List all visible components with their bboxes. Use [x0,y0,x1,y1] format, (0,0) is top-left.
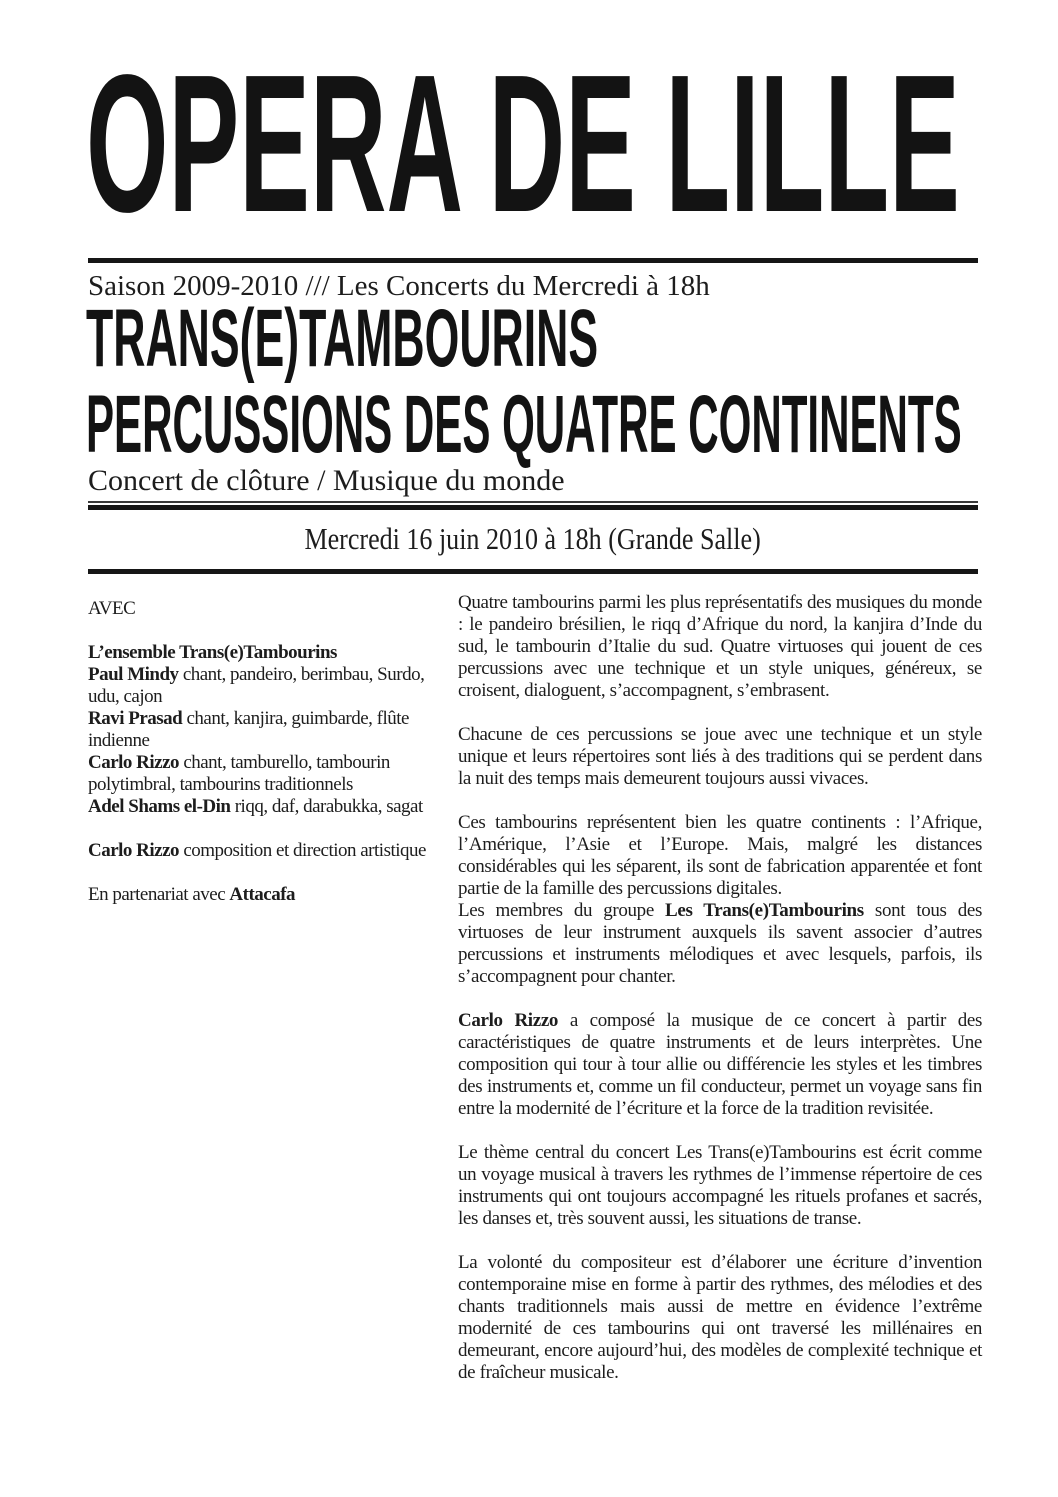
body-text: sont tous des virtuoses de leur instrument auxquels ils savent associer d’autres percussions et instruments mélodiques et avec lesquels, parfois, ils s’accompagnent pour chanter. [458,900,982,987]
performer-roles: chant, kanjira, guimbarde, flûte indienne [88,708,409,751]
body-text: Ces tambourins représentent bien les quatre continents : l’Afrique, l’Amérique, l’Asie et l’Europe. Mais, malgré les distances considérables qui les séparent, ils sont de fabrication apparentée et font partie de la famille des percussions digitales. [458,812,982,899]
credits-column [88,598,453,928]
concert-title-line2: PERCUSSIONS DES QUATRE CONTINENTS [86,379,962,470]
bottom-divider-rule [88,569,978,574]
direction-roles: composition et direction artistique [183,840,426,861]
concert-subtitle: Concert de clôture / Musique du monde [88,464,565,497]
description-paragraph [458,812,982,900]
bold-inline-text: Carlo Rizzo [458,1010,559,1031]
ensemble-name [88,642,453,664]
performer-line [88,752,453,796]
ensemble-name-text: L’ensemble Trans(e)Tambourins [88,642,337,663]
direction-name: Carlo Rizzo [88,840,180,861]
performer-line [88,708,453,752]
description-paragraph [458,1142,982,1230]
middle-divider-thin-line [88,501,978,503]
performer-roles: chant, tamburello, tambourin polytimbral, tambourins traditionnels [88,752,390,795]
performer-name: Carlo Rizzo [88,752,180,773]
season-line: Saison 2009-2010 /// Les Concerts du Mercredi à 18h [88,270,710,302]
performer-name: Paul Mindy [88,664,179,685]
credits-heading: AVEC [88,598,136,619]
performer-name: Ravi Prasad [88,708,183,729]
body-text: a composé la musique de ce concert à partir des caractéristiques de quatre instruments et de leurs interprètes. Une composition qui tour à tour allie ou différencie les styles et les timbres des instruments et, comme un fil conducteur, permet un voyage sans fin entre la modernité de l’écriture et la force de la tradition revisitée. [458,1010,982,1119]
performer-list [88,664,453,818]
top-divider-rule [88,258,978,263]
middle-divider-thick-line [88,505,978,510]
description-paragraph [458,724,982,790]
body-text: Les membres du groupe [458,900,666,921]
body-text: Quatre tambourins parmi les plus représentatifs des musiques du monde : le pandeiro brésilien, le riqq d’Afrique du nord, la kanjira d’Inde du sud, le tambourin d’Italie du sud. Quatre virtuoses qui jouent de ces percussions avec une technique et un style uniques, généreux, se croisent, dialoguent, s’accompagnent, s’embrasent. [458,592,982,701]
description-column [458,592,982,1406]
partnership-partner: Attacafa [229,884,296,905]
partnership-line [88,884,453,906]
partnership-prefix: En partenariat avec [88,884,226,905]
body-text: La volonté du compositeur est d’élaborer une écriture d’invention contemporaine mise en forme à partir des rythmes, des mélodies et des chants traditionnels mais aussi de mettre en évidence l’extrême modernité de ces tambourins qui ont traversé les millénaires en demeurant, encore aujourd’hui, des modèles de complexité technique et de fraîcheur musicale. [458,1252,982,1383]
performer-line [88,796,453,818]
middle-divider-rule [88,501,978,510]
date-line: Mercredi 16 juin 2010 à 18h (Grande Salle) [304,521,762,556]
description-paragraph [458,592,982,702]
description-paragraph [458,900,982,988]
direction-line [88,840,453,862]
performer-line [88,664,453,708]
concert-title-line1: TRANS(E)TAMBOURINS [86,293,599,384]
performer-roles: riqq, daf, darabukka, sagat [234,796,423,817]
performer-roles: chant, pandeiro, berimbau, Surdo, udu, cajon [88,664,425,707]
description-paragraph [458,1010,982,1120]
masthead-title: OPERA DE LILLE [86,34,960,253]
body-text: Chacune de ces percussions se joue avec une technique et un style unique et leurs répertoires sont liés à des traditions qui se perdent dans la nuit des temps mais demeurent toujours aussi vivaces. [458,724,982,789]
body-text: Le thème central du concert Les Trans(e)Tambourins est écrit comme un voyage musical à travers les rythmes de l’immense répertoire de ces instruments qui ont toujours accompagné les rituels profanes et sacrés, les danses et, très souvent aussi, les situations de transe. [458,1142,982,1229]
date-row [88,521,978,557]
performer-name: Adel Shams el-Din [88,796,231,817]
performer-block [88,642,453,818]
bold-inline-text: Les Trans(e)Tambourins [665,900,864,921]
description-paragraph [458,1252,982,1384]
